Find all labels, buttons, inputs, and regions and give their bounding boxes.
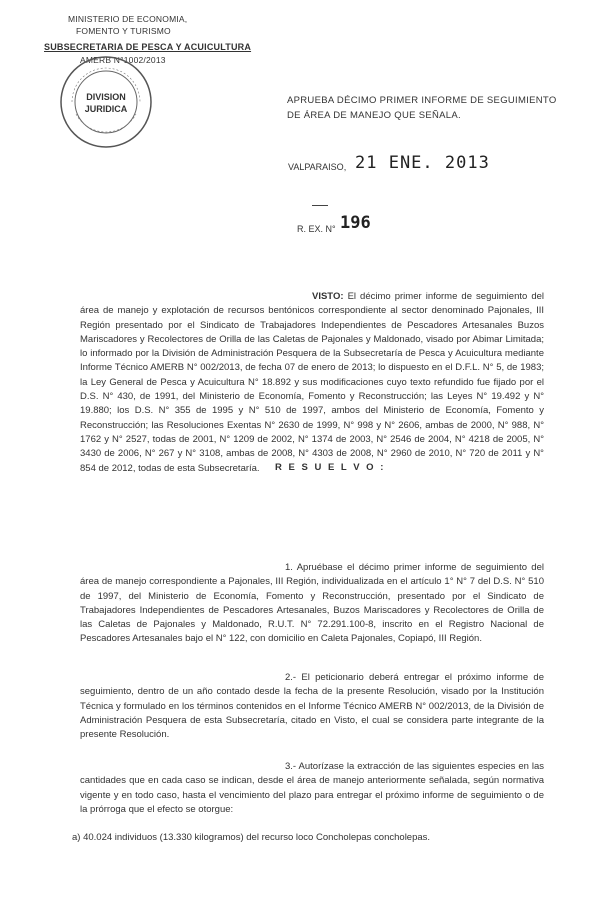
document-subject: APRUEBA DÉCIMO PRIMER INFORME DE SEGUIMIENTO DE ÁREA DE MANEJO QUE SEÑALA.	[287, 95, 557, 121]
number-dash	[312, 205, 328, 206]
paragraph-2: 2.- El peticionario deberá entregar el próximo informe de seguimiento, dentro de un año contado desde la fecha de la presente Resolución, visado por la Institución Técnica y formulado en los términos contenidos en el Informe Técnico AMERB N° 002/2013, de la División de Administración Pesquera de esta Subsecretaría, citado en Visto, el cual se considera parte integrante de la presente Resolución.	[80, 672, 544, 741]
reference-code: AMERB N°1002/2013	[80, 55, 166, 65]
division-juridica-seal	[58, 54, 154, 150]
exento-number: 196	[340, 213, 371, 233]
visto-paragraph	[80, 290, 544, 476]
resuelvo-heading: R E S U E L V O :	[275, 462, 386, 473]
subsecretaria-heading: SUBSECRETARIA DE PESCA Y ACUICULTURA	[44, 42, 252, 52]
seal-line-2: JURIDICA	[84, 104, 128, 114]
place-label: VALPARAISO,	[288, 162, 347, 172]
paragraph-1: 1. Apruébase el décimo primer informe de seguimiento del área de manejo correspondiente a Pajonales, III Región, individualizada en el artículo 1° N° 7 del D.S. N° 510 de 1997, del Ministerio de Economía, Fomento y Reconstrucción, presentado por el Sindicato de Trabajadores Independientes de Pescadores Artesanales, Buzos Mariscadores y Recolectores de Orilla de las Caletas de Pajonales y Maldonado, R.U.T. N° 72.291.100-8, inscrito en el Registro Nacional de Pescadores Artesanales bajo el N° 122, con domicilio en Caleta Pajonales, Copiapó, III Región.	[80, 562, 544, 645]
exento-label: R. EX. N°	[297, 224, 336, 234]
paragraph-3: 3.- Autorízase la extracción de las siguientes especies en las cantidades que en cada caso se indican, desde el área de manejo anteriormente señalada, según normativa vigente y en todo caso, hasta el vencimiento del plazo para entregar el próximo informe de seguimiento o de la prórroga que el efecto se otorgue:	[80, 761, 544, 815]
date-stamp: 21 ENE. 2013	[355, 153, 490, 173]
seal-line-1: DIVISION	[86, 92, 126, 102]
visto-label: VISTO:	[312, 291, 344, 302]
item-a: a) 40.024 individuos (13.330 kilogramos) del recurso loco Concholepas concholepas.	[72, 832, 431, 843]
ministry-line-1: MINISTERIO DE ECONOMIA,	[68, 14, 188, 24]
visto-text: El décimo primer informe de seguimiento del área de manejo y explotación de recursos bentónicos correspondiente al sector denominado Pajonales, III Región presentado por el Sindicato de Trabajadores Independientes de Pescadores Artesanales Buzos Mariscadores y Recolectores de Orilla de las Caletas de Pajonales y Maldonado, visado por Abimar Limitada; lo informado por la División de Administración Pesquera de la Subsecretaría de Pesca y Acuicultura mediante Informe Técnico AMERB N° 002/2013, de fecha 07 de enero de 2013; lo dispuesto en el D.F.L. N° 5, de 1983; la Ley General de Pesca y Acuicultura N° 18.892 y sus modificaciones cuyo texto refundido fue fijado por el D.S. N° 430, de 1991, del Ministerio de Economía, Fomento y Reconstrucción; las Leyes N° 19.492 y N° 19.880; los D.S. N° 355 de 1995 y N° 510 de 1997, ambos del Ministerio de Economía, Fomento y Reconstrucción; las Resoluciones Exentas N° 2630 de 1999, N° 998 y N° 2606, ambas de 2000, N° 988, N° 1762 y N° 2527, todas de 2001, N° 1209 de 2002, N° 1374 de 2003, N° 2546 de 2004, N° 4218 de 2005, N° 3430 de 2006, N° 267 y N° 3108, ambas de 2008, N° 4303 de 2008, N° 2960 de 2010, N° 720 de 2011 y N° 854 de 2012, todas de esta Subsecretaría.	[80, 291, 544, 474]
ministry-line-2: FOMENTO Y TURISMO	[76, 26, 171, 36]
